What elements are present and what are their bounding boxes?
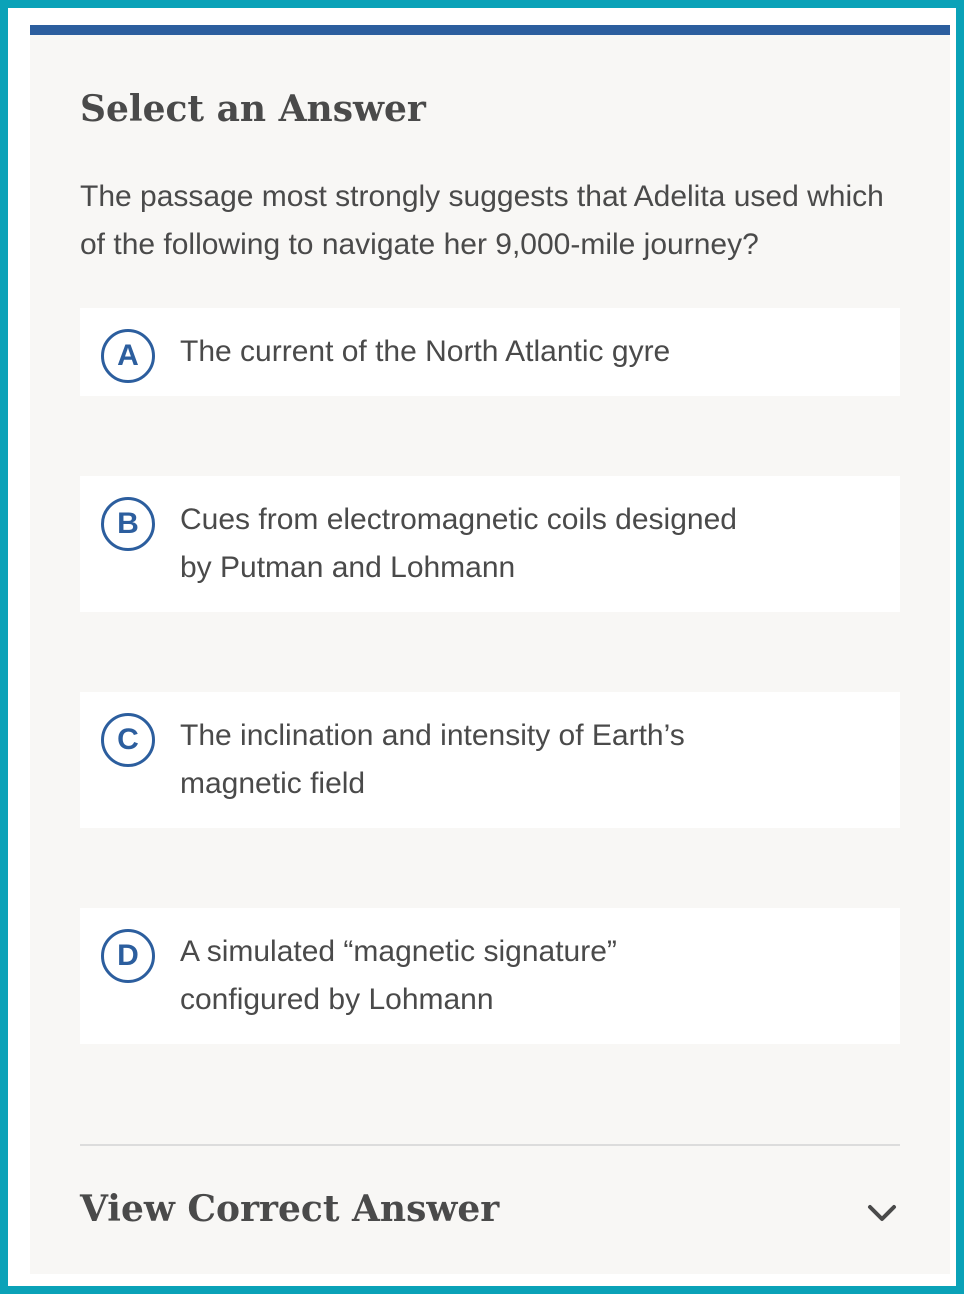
option-b-text bbox=[180, 496, 880, 592]
option-c-text bbox=[180, 712, 880, 808]
option-a-text bbox=[180, 328, 880, 376]
option-d-line-1: A simulated “magnetic signature” bbox=[180, 935, 617, 968]
answer-card bbox=[30, 25, 950, 1274]
question-text: The passage most strongly suggests that Adelita used which of the following to navigate her 9,000-mile journey? bbox=[80, 180, 884, 261]
option-c-line-2: magnetic field bbox=[180, 767, 366, 800]
option-d-text bbox=[180, 928, 880, 1024]
option-b-line-2: by Putman and Lohmann bbox=[180, 551, 516, 584]
answer-option-a[interactable] bbox=[80, 308, 900, 396]
option-d-line-2: configured by Lohmann bbox=[180, 983, 494, 1016]
answer-option-c[interactable] bbox=[80, 692, 900, 828]
select-answer-heading: Select an Answer bbox=[80, 88, 426, 130]
option-letter-c-badge: C bbox=[101, 713, 155, 767]
footer-divider bbox=[80, 1144, 900, 1146]
chevron-down-icon bbox=[864, 1195, 900, 1231]
answer-option-b[interactable] bbox=[80, 476, 900, 612]
option-a-line: The current of the North Atlantic gyre bbox=[180, 335, 671, 368]
option-letter-a-badge: A bbox=[101, 329, 155, 383]
option-c-line-1: The inclination and intensity of Earth’s bbox=[180, 719, 685, 752]
option-letter-d-badge: D bbox=[101, 929, 155, 983]
view-correct-answer-label: View Correct Answer bbox=[80, 1188, 500, 1230]
view-correct-answer-toggle[interactable] bbox=[80, 1185, 900, 1245]
answer-option-d[interactable] bbox=[80, 908, 900, 1044]
option-b-line-1: Cues from electromagnetic coils designed bbox=[180, 503, 737, 536]
option-letter-b-badge: B bbox=[101, 497, 155, 551]
